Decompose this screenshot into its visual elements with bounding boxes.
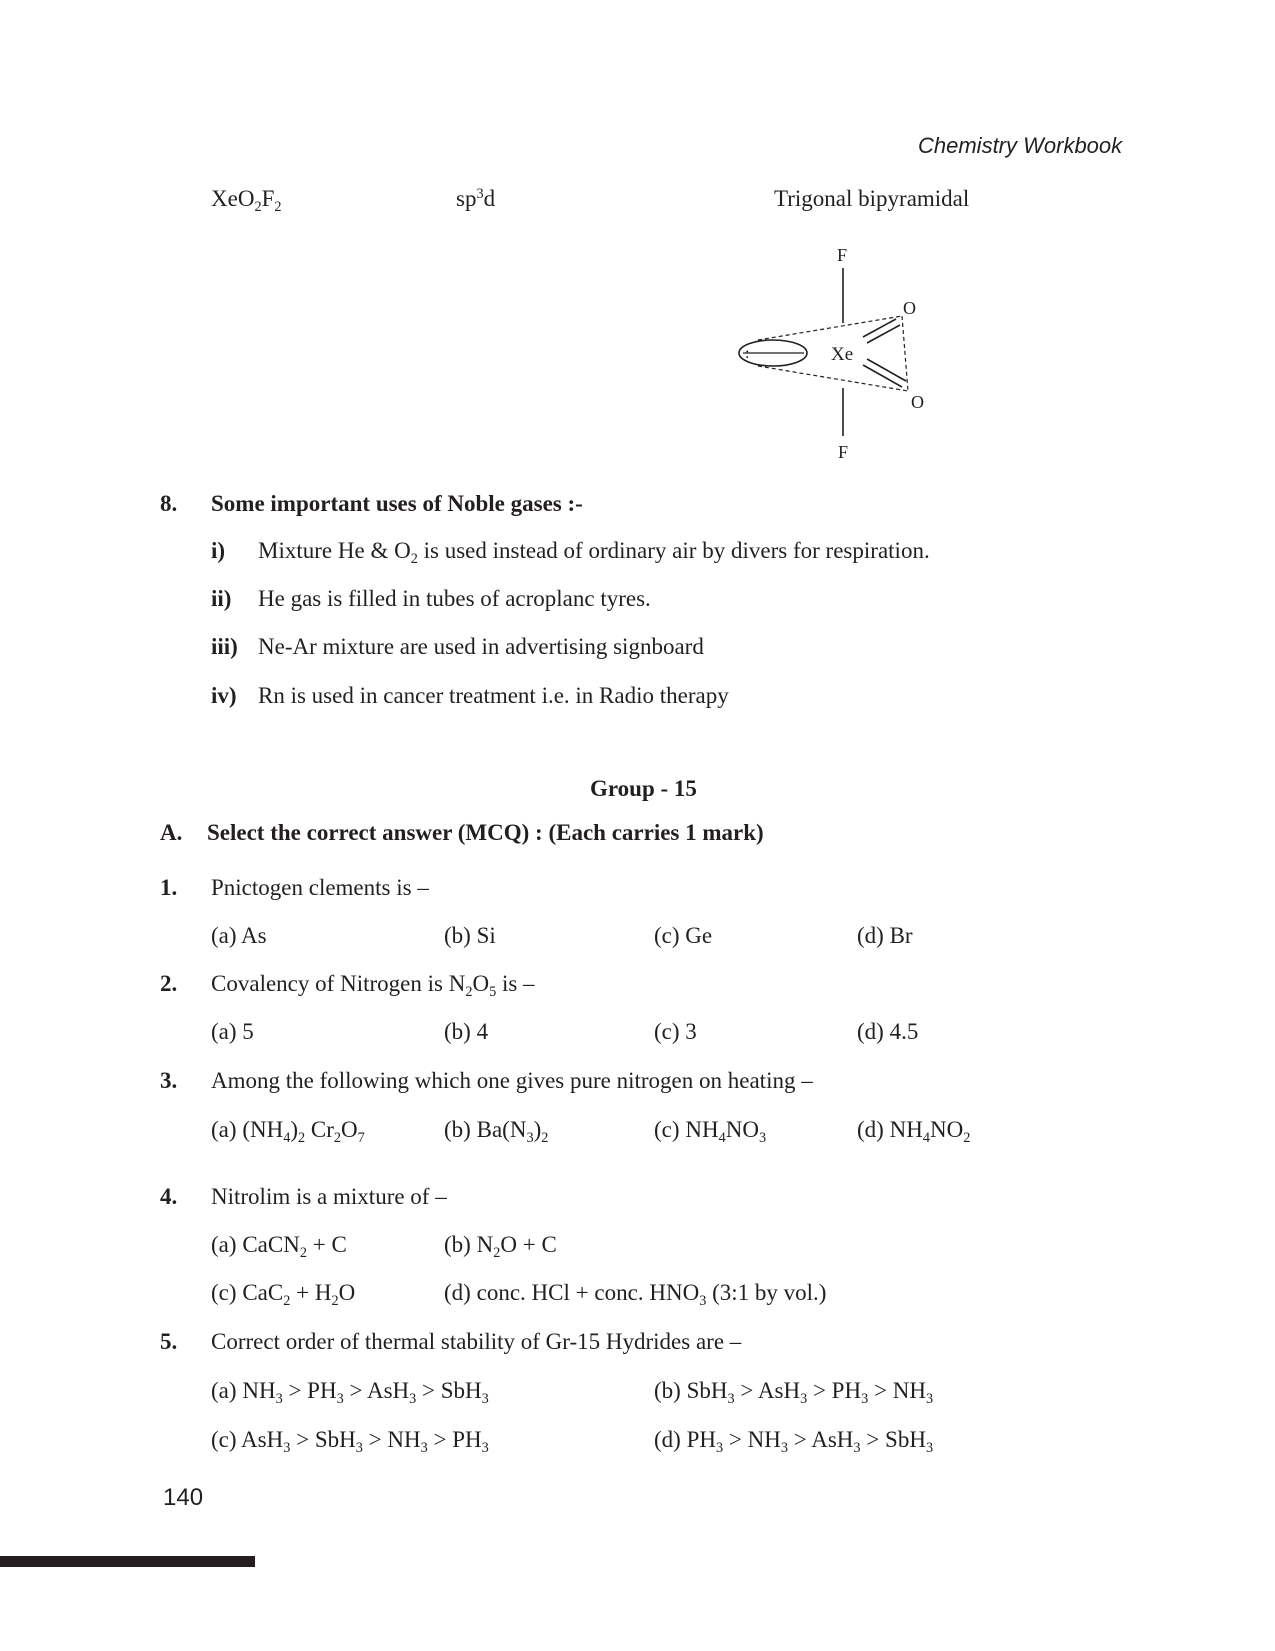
use-item-text: Ne-Ar mixture are used in advertising signboard bbox=[258, 634, 704, 659]
xeo2f2-structure-diagram bbox=[730, 238, 940, 470]
use-item-text: He gas is filled in tubes of acroplanc tyres. bbox=[258, 586, 651, 611]
question-number: 5. bbox=[160, 1329, 178, 1354]
answer-option: (c) $NH_4NO_3$ bbox=[654, 1117, 767, 1146]
section-a-title: Select the correct answer (MCQ) : (Each carries 1 mark) bbox=[207, 820, 764, 845]
question-text: Pnictogen clements is – bbox=[211, 875, 429, 900]
answer-option: (d) $PH_3 > NH_3 > AsH_3 > SbH_3$ bbox=[654, 1427, 934, 1456]
answer-option: (d) conc. HCl + conc. $HNO_3$ (3:1 by vol.) bbox=[444, 1280, 827, 1309]
atom-f-top: F bbox=[837, 245, 848, 265]
atom-o-bottom: O bbox=[911, 392, 924, 412]
answer-option: (b) $N_2O + C$ bbox=[444, 1232, 557, 1261]
footer-bar bbox=[0, 1556, 255, 1567]
atom-xe: Xe bbox=[831, 344, 854, 365]
question-text: Nitrolim is a mixture of – bbox=[211, 1184, 447, 1209]
atom-o-top: O bbox=[903, 298, 916, 318]
answer-option: (a) 5 bbox=[211, 1019, 254, 1044]
answer-option: (c) Ge bbox=[654, 923, 713, 948]
section-a-letter: A. bbox=[160, 820, 183, 845]
use-item-text: Rn is used in cancer treatment i.e. in Radio therapy bbox=[258, 683, 729, 708]
molecular-shape: Trigonal bipyramidal bbox=[774, 186, 970, 211]
running-header: Chemistry Workbook bbox=[918, 133, 1123, 158]
section-8-title: Some important uses of Noble gases :- bbox=[211, 491, 583, 516]
hybridization: $sp^3d$ bbox=[456, 186, 496, 211]
answer-option: (c) 3 bbox=[654, 1019, 697, 1044]
answer-option: (c) $AsH_3 > SbH_3 > NH_3 > PH_3$ bbox=[211, 1427, 489, 1456]
lone-pair-dots: : bbox=[745, 345, 750, 362]
answer-option: (a) $NH_3 > PH_3 > AsH_3 > SbH_3$ bbox=[211, 1378, 489, 1407]
answer-option: (b) Si bbox=[444, 923, 496, 948]
use-item-marker: iv) bbox=[211, 683, 237, 708]
use-item-marker: iii) bbox=[211, 634, 238, 659]
page-number: 140 bbox=[163, 1484, 204, 1511]
question-number: 4. bbox=[160, 1184, 178, 1209]
answer-option: (b) $Ba(N_3)_2$ bbox=[444, 1117, 549, 1146]
use-item-marker: ii) bbox=[211, 586, 232, 611]
answer-option: (d) 4.5 bbox=[857, 1019, 919, 1044]
question-number: 1. bbox=[160, 875, 178, 900]
answer-option: (a) $(NH_4)_2$ $Cr_2O_7$ bbox=[211, 1117, 365, 1146]
use-item-marker: i) bbox=[211, 538, 226, 563]
answer-option: (c) $CaC_2 + H_2O$ bbox=[211, 1280, 356, 1309]
question-text: Among the following which one gives pure nitrogen on heating – bbox=[211, 1068, 813, 1093]
question-number: 2. bbox=[160, 971, 178, 996]
group-heading: Group - 15 bbox=[590, 776, 697, 801]
section-8-number: 8. bbox=[160, 491, 178, 516]
atom-f-bottom: F bbox=[838, 442, 849, 462]
answer-option: (a) As bbox=[211, 923, 267, 948]
answer-option: (d) Br bbox=[857, 923, 913, 948]
question-text: Correct order of thermal stability of Gr-15 Hydrides are – bbox=[211, 1329, 742, 1354]
use-item-text: Mixture He & $O_2$ is used instead of ordinary air by divers for respiration. bbox=[258, 538, 930, 567]
question-number: 3. bbox=[160, 1068, 178, 1093]
question-text: Covalency of Nitrogen is $N_2O_5$ is – bbox=[211, 971, 535, 1000]
answer-option: (b) 4 bbox=[444, 1019, 489, 1044]
answer-option: (a) CaCN$_2$ + C bbox=[211, 1232, 347, 1261]
answer-option: (b) $SbH_3 > AsH_3 > PH_3 > NH_3$ bbox=[654, 1378, 934, 1407]
answer-option: (d) $NH_4NO_2$ bbox=[857, 1117, 971, 1146]
molecule-formula: $XeO_2F_2$ bbox=[211, 186, 282, 215]
